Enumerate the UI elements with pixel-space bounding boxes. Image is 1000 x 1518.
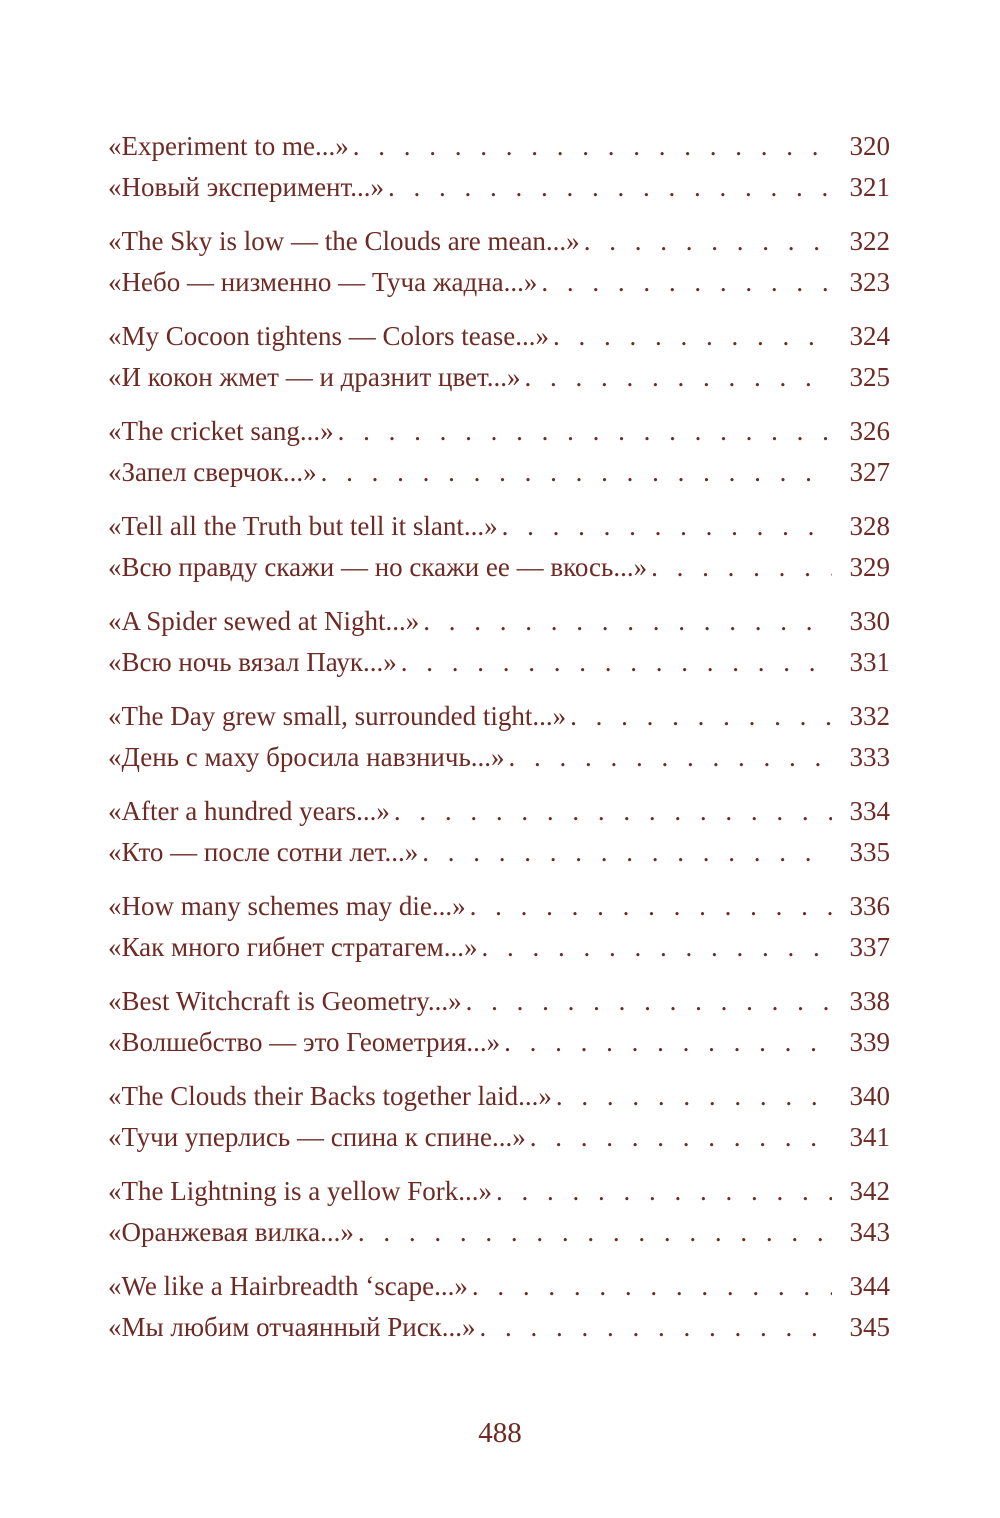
toc-entry (108, 832, 890, 873)
toc-group (108, 981, 890, 1063)
toc-entry-title: «The Day grew small, surrounded tight...» (108, 701, 567, 731)
toc-entry-page: 322 (849, 226, 890, 256)
toc-entry-title: «И кокон жмет — и дразнит цвет...» (108, 362, 521, 392)
toc-entry-page: 342 (849, 1176, 890, 1206)
toc-entry (108, 1307, 890, 1348)
dot-leader (556, 1076, 832, 1117)
toc-entry (108, 221, 890, 262)
toc-entry-title: «Запел сверчок...» (108, 457, 317, 487)
toc-entry-title: «Experiment to me...» (108, 131, 349, 161)
toc-entry (108, 791, 890, 832)
toc-entry (108, 1171, 890, 1212)
toc-entry-page: 344 (849, 1271, 890, 1301)
toc-group (108, 1171, 890, 1253)
dot-leader (651, 547, 832, 588)
dot-leader (525, 357, 832, 398)
toc-group (108, 411, 890, 493)
toc-entry-page: 333 (849, 742, 890, 772)
toc-entry-title: «Как много гибнет стратагем...» (108, 932, 478, 962)
dot-leader (502, 506, 832, 547)
toc-entry-title: «The Lightning is a yellow Fork...» (108, 1176, 492, 1206)
toc-entry-title: «День с маху бросила навзничь...» (108, 742, 505, 772)
toc-group (108, 791, 890, 873)
page-number: 488 (478, 1417, 522, 1449)
toc-entry (108, 696, 890, 737)
toc-entry-title: «Тучи уперлись — спина к спине...» (108, 1122, 526, 1152)
toc-entry-page: 328 (849, 511, 890, 541)
toc-entry (108, 927, 890, 968)
toc-group (108, 221, 890, 303)
dot-leader (496, 1171, 832, 1212)
toc-entry-page: 321 (849, 172, 890, 202)
toc-entry (108, 126, 890, 167)
dot-leader (530, 1117, 832, 1158)
toc-entry-page: 323 (849, 267, 890, 297)
toc-entry-page: 325 (849, 362, 890, 392)
toc-entry-title: «Небо — низменно — Туча жадна...» (108, 267, 538, 297)
toc-entry-page: 329 (849, 552, 890, 582)
toc-entry-title: «Tell all the Truth but tell it slant...» (108, 511, 498, 541)
dot-leader (472, 1266, 832, 1307)
dot-leader (584, 221, 832, 262)
toc-entry (108, 981, 890, 1022)
dot-leader (570, 696, 832, 737)
toc-entry-title: «My Cocoon tightens — Colors tease...» (108, 321, 549, 351)
toc-entry-page: 334 (849, 796, 890, 826)
toc-entry (108, 642, 890, 683)
toc-entry-title: «Новый эксперимент...» (108, 172, 385, 202)
toc-entry-page: 320 (849, 131, 890, 161)
toc-entry-page: 327 (849, 457, 890, 487)
toc-group (108, 506, 890, 588)
toc-entry-title: «Кто — после сотни лет...» (108, 837, 419, 867)
toc-entry-page: 343 (849, 1217, 890, 1247)
toc-entry-title: «After a hundred years...» (108, 796, 390, 826)
toc-entry (108, 506, 890, 547)
toc-entry-page: 341 (849, 1122, 890, 1152)
toc-entry (108, 452, 890, 493)
toc-entry-page: 335 (849, 837, 890, 867)
toc-entry (108, 886, 890, 927)
dot-leader (553, 316, 832, 357)
toc-entry-page: 326 (849, 416, 890, 446)
toc-entry (108, 357, 890, 398)
toc-entry (108, 262, 890, 303)
toc-group (108, 601, 890, 683)
dot-leader (394, 791, 832, 832)
toc-group (108, 1266, 890, 1348)
table-of-contents (108, 126, 890, 1361)
toc-entry (108, 1022, 890, 1063)
toc-entry-title: «Оранжевая вилка...» (108, 1217, 354, 1247)
toc-entry (108, 1076, 890, 1117)
toc-group (108, 126, 890, 208)
dot-leader (466, 981, 832, 1022)
toc-entry-title: «The cricket sang...» (108, 416, 334, 446)
toc-entry (108, 316, 890, 357)
toc-entry-title: «The Clouds their Backs together laid...» (108, 1081, 552, 1111)
toc-entry-title: «Мы любим отчаянный Риск...» (108, 1312, 476, 1342)
toc-entry-title: «Всю ночь вязал Паук...» (108, 647, 397, 677)
dot-leader (338, 411, 832, 452)
dot-leader (388, 167, 832, 208)
toc-entry (108, 167, 890, 208)
dot-leader (321, 452, 832, 493)
toc-entry-page: 332 (849, 701, 890, 731)
toc-group (108, 316, 890, 398)
toc-entry (108, 1117, 890, 1158)
dot-leader (353, 126, 832, 167)
dot-leader (423, 601, 832, 642)
toc-entry-page: 336 (849, 891, 890, 921)
toc-entry-page: 345 (849, 1312, 890, 1342)
toc-entry-page: 340 (849, 1081, 890, 1111)
toc-group (108, 886, 890, 968)
dot-leader (422, 832, 832, 873)
dot-leader (470, 886, 832, 927)
toc-entry-title: «Всю правду скажи — но скажи ее — вкось...» (108, 552, 648, 582)
dot-leader (509, 737, 832, 778)
toc-entry (108, 411, 890, 452)
dot-leader (481, 927, 832, 968)
toc-entry-page: 331 (849, 647, 890, 677)
toc-group (108, 696, 890, 778)
toc-entry-page: 338 (849, 986, 890, 1016)
toc-entry (108, 1212, 890, 1253)
toc-entry (108, 601, 890, 642)
toc-entry-title: «We like a Hairbreadth ‘scape...» (108, 1271, 468, 1301)
toc-entry-page: 339 (849, 1027, 890, 1057)
dot-leader (541, 262, 832, 303)
toc-entry-title: «How many schemes may die...» (108, 891, 466, 921)
toc-entry-page: 324 (849, 321, 890, 351)
toc-entry-title: «Волшебство — это Геометрия...» (108, 1027, 501, 1057)
toc-entry-page: 330 (849, 606, 890, 636)
dot-leader (480, 1307, 832, 1348)
toc-group (108, 1076, 890, 1158)
toc-entry (108, 1266, 890, 1307)
dot-leader (358, 1212, 832, 1253)
toc-entry (108, 737, 890, 778)
toc-entry-page: 337 (849, 932, 890, 962)
toc-entry (108, 547, 890, 588)
dot-leader (401, 642, 832, 683)
toc-entry-title: «A Spider sewed at Night...» (108, 606, 420, 636)
toc-entry-title: «Best Witchcraft is Geometry...» (108, 986, 462, 1016)
toc-entry-title: «The Sky is low — the Clouds are mean...» (108, 226, 580, 256)
dot-leader (504, 1022, 832, 1063)
